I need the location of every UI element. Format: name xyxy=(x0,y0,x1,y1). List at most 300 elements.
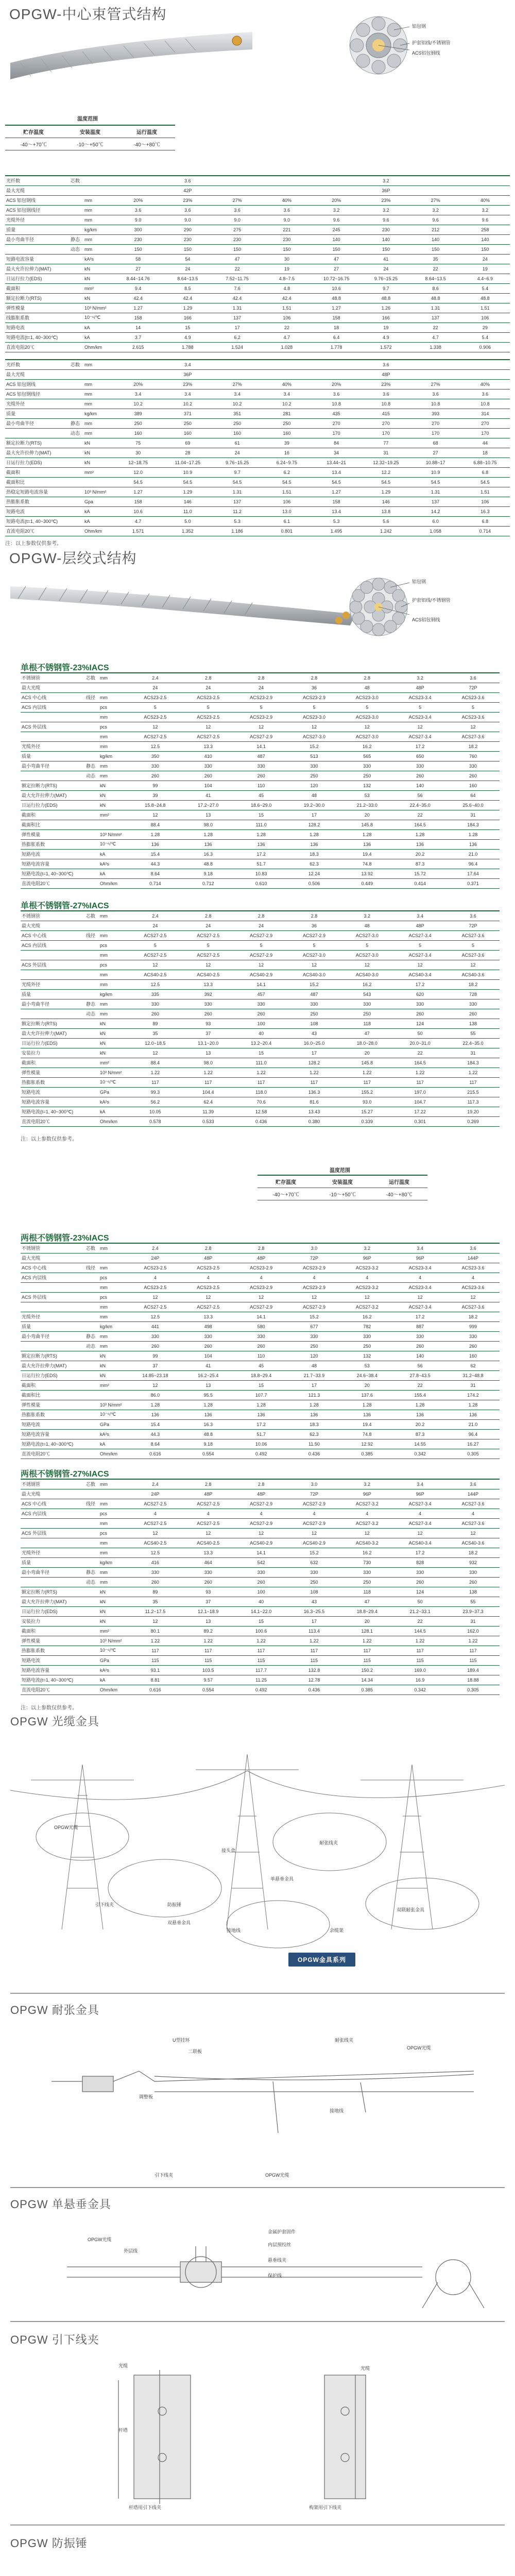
table-cell: 330 xyxy=(340,1567,393,1577)
table-cell xyxy=(99,1489,129,1499)
table-cell: 62.3 xyxy=(288,1429,341,1439)
table-cell: 12 xyxy=(182,1528,235,1538)
table-cell: 215.5 xyxy=(447,1087,500,1097)
table-row xyxy=(21,741,500,751)
table-cell: ACS27-3.6 xyxy=(447,950,500,960)
table-cell: 10.06 xyxy=(235,1439,288,1449)
table-cell: 15.72 xyxy=(393,869,447,878)
table-row xyxy=(21,960,500,970)
table-cell xyxy=(262,176,312,185)
table-cell: 14.1~22.0 xyxy=(235,1606,288,1616)
table-row xyxy=(21,712,500,722)
table-cell: mm xyxy=(99,970,129,979)
table-cell: 截面积比 xyxy=(21,820,82,829)
table-row xyxy=(5,399,510,409)
table-row xyxy=(21,1263,500,1273)
table-cell: 1.242 xyxy=(361,526,410,536)
table-cell xyxy=(82,869,99,878)
table-cell xyxy=(460,369,510,379)
table-cell: 96P xyxy=(340,1253,393,1263)
table-cell: ACS27-2.5 xyxy=(182,1302,235,1312)
table-cell: 2.8 xyxy=(182,673,235,683)
table-cell: ACS40-2.9 xyxy=(288,1538,341,1548)
table-cell: 416 xyxy=(129,1557,182,1567)
table-cell: 动态 xyxy=(67,244,83,254)
table-cell: 3.6 xyxy=(447,673,500,683)
table-cell: 40% xyxy=(262,379,312,389)
table-cell xyxy=(82,839,99,849)
table-cell: 435 xyxy=(312,409,361,418)
table-cell: 48.8 xyxy=(312,293,361,303)
table-cell: 0.714 xyxy=(129,878,182,888)
table-cell: 160 xyxy=(113,428,163,438)
table-cell: mm xyxy=(99,712,129,722)
table-cell: 最小弯曲半径 xyxy=(21,761,82,771)
table-cell: 12.24 xyxy=(288,869,341,878)
table-cell: 10.8 xyxy=(460,399,510,409)
table-cell: 18.2 xyxy=(447,979,500,989)
table-cell: 24 xyxy=(361,264,410,274)
table-cell: 15.2 xyxy=(288,1312,341,1321)
table-cell: 3.2 xyxy=(361,176,410,185)
table-cell: ACS27-2.5 xyxy=(129,732,182,741)
table-cell xyxy=(312,185,361,195)
table-cell: ACS40-2.5 xyxy=(129,1538,182,1548)
table-cell: 55 xyxy=(447,1028,500,1038)
table-cell: pcs xyxy=(99,1292,129,1302)
table-row xyxy=(21,979,500,989)
table-cell: 1.28 xyxy=(235,829,288,839)
table-cell: mm xyxy=(99,1479,129,1489)
table-cell: 5 xyxy=(235,940,288,950)
table-cell: 12 xyxy=(129,722,182,732)
table-cell: ACS 内层线 xyxy=(21,1509,82,1518)
table-cell: 额定拉断力(RTS) xyxy=(21,781,82,790)
cs-label-2: 护套铝线/不锈钢管 xyxy=(412,40,451,45)
table-cell: kN xyxy=(99,1048,129,1058)
table-cell: 89 xyxy=(129,1019,182,1028)
table-cell: 12.32~19.25 xyxy=(361,457,410,467)
table-cell: ACS40-2.5 xyxy=(182,1538,235,1548)
table-cell xyxy=(411,369,460,379)
table-cell: 330 xyxy=(129,1331,182,1341)
table-cell: 27% xyxy=(411,379,460,389)
table-cell: 3.6 xyxy=(447,911,500,921)
table-cell xyxy=(82,1058,99,1067)
table-cell: 6.0 xyxy=(411,516,460,526)
table-cell: ACS27-2.5 xyxy=(129,1518,182,1528)
table-row xyxy=(5,332,510,342)
table-cell: 13.3 xyxy=(182,1312,235,1321)
table-cell: 728 xyxy=(447,989,500,999)
table-cell: 110 xyxy=(235,781,288,790)
table-cell: 270 xyxy=(460,418,510,428)
table-cell: 45 xyxy=(235,1361,288,1370)
table-cell: 39 xyxy=(262,438,312,448)
table-cell: 96.4 xyxy=(447,1429,500,1439)
table-cell: 弹性模量 xyxy=(21,1636,82,1646)
table-cell: ACS27-2.5 xyxy=(182,1518,235,1528)
table-cell: ACS23-2.5 xyxy=(129,692,182,702)
table-cell: 48 xyxy=(288,790,341,800)
table-cell xyxy=(67,526,83,536)
table-cell xyxy=(99,921,129,930)
table-cell xyxy=(82,1087,99,1097)
table-cell: 260 xyxy=(393,1009,447,1019)
table-cell: 1.51 xyxy=(460,487,510,497)
table-cell: 3.4 xyxy=(393,1479,447,1489)
table-cell: 质量 xyxy=(21,1321,82,1331)
table-cell: 330 xyxy=(447,761,500,771)
table-cell: 12 xyxy=(129,960,182,970)
table-cell: 48P xyxy=(393,683,447,692)
table-cell: 99 xyxy=(129,781,182,790)
table-row xyxy=(5,457,510,467)
table-row xyxy=(21,1449,500,1459)
table-row xyxy=(21,1107,500,1116)
table-cell: 128.1 xyxy=(340,1626,393,1636)
table-cell: 1.29 xyxy=(163,303,212,313)
table-cell: 日运行拉力(EDS) xyxy=(21,1038,82,1048)
table-cell: 4.8 xyxy=(262,283,312,293)
table-cell: 230 xyxy=(213,234,262,244)
spec-table-1 xyxy=(5,175,510,352)
table-cell: 31 xyxy=(447,810,500,820)
table-cell: ACS27-3.4 xyxy=(393,930,447,940)
table-cell: 760 xyxy=(447,751,500,761)
table-cell xyxy=(67,332,83,342)
table-cell: 62.4 xyxy=(182,1097,235,1107)
table-cell: 36 xyxy=(288,921,341,930)
table-cell: ACS23-2.9 xyxy=(288,1263,341,1273)
table-cell: 芯数 xyxy=(82,673,99,683)
table-cell: mm xyxy=(99,1243,129,1253)
table-cell: 137.6 xyxy=(340,1390,393,1400)
table-cell: 20.2 xyxy=(393,849,447,859)
fit4-label-cable-1: 光缆 xyxy=(118,2363,128,2368)
table-cell xyxy=(312,176,361,185)
table-cell: mm² xyxy=(99,1058,129,1067)
table-cell: 热膨胀系数 xyxy=(21,1077,82,1087)
table-cell: 10⁻⁶/℃ xyxy=(99,1077,129,1087)
table-cell: kA²s xyxy=(99,1665,129,1675)
table-cell xyxy=(67,516,83,526)
table-row xyxy=(21,1087,500,1097)
table-cell: 330 xyxy=(447,1567,500,1577)
table-cell: 124 xyxy=(393,1019,447,1028)
table-row xyxy=(21,849,500,859)
table-cell: 136 xyxy=(129,839,182,849)
table-cell: 99 xyxy=(129,1351,182,1361)
table-cell: 1.22 xyxy=(129,1636,182,1646)
downlead-clamp-diagram xyxy=(88,2354,458,2504)
table-row xyxy=(21,1302,500,1312)
fittings-series-banner: OPGW金具系列 xyxy=(288,1953,355,1967)
table-row xyxy=(5,438,510,448)
table-cell: 5 xyxy=(288,940,341,950)
table-cell: 54.5 xyxy=(213,477,262,487)
table-cell: 10.2 xyxy=(213,399,262,409)
table-cell: 23% xyxy=(361,379,410,389)
table-cell: 5 xyxy=(447,702,500,712)
table-cell: 44.3 xyxy=(129,1429,182,1439)
table-row xyxy=(21,1429,500,1439)
table-cell: 330 xyxy=(393,761,447,771)
table-cell: 144P xyxy=(447,1253,500,1263)
table-cell: 2.8 xyxy=(235,911,288,921)
table-cell: 短路电流 xyxy=(21,849,82,859)
table-cell: 170 xyxy=(411,428,460,438)
table-cell: ACS27-2.5 xyxy=(182,1499,235,1509)
table-cell: 17.64 xyxy=(447,869,500,878)
table-cell: 23.9~37.3 xyxy=(447,1606,500,1616)
table-cell: ACS23-3.0 xyxy=(288,712,341,722)
table-cell: 250 xyxy=(340,1009,393,1019)
table-cell: 12 xyxy=(393,960,447,970)
damper-diagram xyxy=(82,2571,422,2576)
table-row xyxy=(21,1067,500,1077)
table-row xyxy=(21,1341,500,1351)
table-cell: 441 xyxy=(129,1321,182,1331)
table-cell xyxy=(67,313,83,323)
table-row xyxy=(21,970,500,979)
table-cell xyxy=(82,1410,99,1419)
table-cell: 12.1~18.9 xyxy=(182,1606,235,1616)
table-cell: 5 xyxy=(129,702,182,712)
table-cell: ACS27-3.4 xyxy=(393,1499,447,1509)
table-cell: 0.269 xyxy=(447,1116,500,1126)
table-cell xyxy=(82,1616,99,1626)
table-cell: 22 xyxy=(393,1048,447,1058)
table-cell xyxy=(67,457,83,467)
table-cell: kN xyxy=(83,448,113,457)
table-cell: 12 xyxy=(447,1292,500,1302)
table-cell xyxy=(21,970,82,979)
spec-table-4 xyxy=(21,910,500,1127)
table-title-3: 单根不锈钢管-23%IACS xyxy=(21,664,109,672)
table-cell: 260 xyxy=(129,1577,182,1587)
table-cell: 0.342 xyxy=(393,1449,447,1459)
table-cell: 日运行拉力(EDS) xyxy=(21,800,82,810)
table-cell: 24.6~38.4 xyxy=(340,1370,393,1380)
table-cell: 4 xyxy=(340,1509,393,1518)
table-cell: 39 xyxy=(129,790,182,800)
table-cell: 290 xyxy=(163,225,212,234)
table-cell: 18.2 xyxy=(447,1548,500,1557)
table-cell: 70.6 xyxy=(235,1097,288,1107)
table-cell: kN xyxy=(99,800,129,810)
table-cell: 782 xyxy=(340,1321,393,1331)
table-cell: 最小弯曲半径 xyxy=(21,1331,82,1341)
table-cell: 7.6 xyxy=(213,283,262,293)
table-cell: 72P xyxy=(447,921,500,930)
table-cell: kA xyxy=(83,332,113,342)
table-cell: 12 xyxy=(129,810,182,820)
table-cell: 96P xyxy=(393,1253,447,1263)
fit2-label-yoke: 二联板 xyxy=(188,2049,202,2054)
table-cell: 106 xyxy=(262,313,312,323)
table-cell: 330 xyxy=(235,1331,288,1341)
table-cell: 330 xyxy=(447,999,500,1009)
table-cell: 最大允许拉伸力(MAT) xyxy=(21,1361,82,1370)
table-cell: ACS27-2.9 xyxy=(235,930,288,940)
table-cell xyxy=(82,1282,99,1292)
table-cell xyxy=(21,1282,82,1292)
fit1-label-damper: 防振锤 xyxy=(167,1902,182,1907)
table-cell: 184.3 xyxy=(447,820,500,829)
table-cell: 6.8 xyxy=(460,516,510,526)
table-cell: 6.4 xyxy=(312,332,361,342)
table-cell: 16.2 xyxy=(340,979,393,989)
table-cell: 137 xyxy=(213,497,262,506)
table-cell: 22 xyxy=(213,264,262,274)
table-cell: 0.414 xyxy=(393,878,447,888)
table-cell: Ohm/km xyxy=(99,878,129,888)
fittings-overview-diagram xyxy=(10,1734,505,1976)
table-cell: 截面积 xyxy=(21,1380,82,1390)
table-cell: ACS27-3.0 xyxy=(340,732,393,741)
table-cell: 4 xyxy=(182,1273,235,1282)
table-row xyxy=(21,989,500,999)
table-cell: 12.5 xyxy=(129,1312,182,1321)
table-cell: 54.5 xyxy=(411,477,460,487)
table-cell: kA xyxy=(83,516,113,526)
table-cell: ACS27-3.0 xyxy=(288,950,341,960)
table-cell: 3.6 xyxy=(411,389,460,399)
table-cell xyxy=(82,1107,99,1116)
table-cell: 10⁻⁶/℃ xyxy=(99,1410,129,1419)
table-row xyxy=(21,1685,500,1694)
table-cell: 48 xyxy=(340,921,393,930)
table-row xyxy=(21,1097,500,1107)
table-cell: ACS23-2.5 xyxy=(182,1282,235,1292)
table-cell: kg/km xyxy=(99,989,129,999)
table-cell: 4 xyxy=(393,1273,447,1282)
table-cell xyxy=(82,921,99,930)
table-cell xyxy=(67,409,83,418)
table-row xyxy=(21,869,500,878)
table-cell: 3.2 xyxy=(460,205,510,215)
table-cell: 230 xyxy=(262,234,312,244)
table-row xyxy=(21,999,500,1009)
table-cell: 日运行拉力(EDS) xyxy=(5,274,67,283)
table-cell: 19 xyxy=(460,264,510,274)
table-cell: 16 xyxy=(262,448,312,457)
table-cell: kN xyxy=(83,274,113,283)
table-cell: 10.05 xyxy=(129,1107,182,1116)
table-cell: 80.1 xyxy=(129,1626,182,1636)
table-cell xyxy=(82,1655,99,1665)
table-row xyxy=(21,1361,500,1370)
table-cell: 12 xyxy=(182,1292,235,1302)
table-cell xyxy=(82,1419,99,1429)
table-cell: 6.88~10.75 xyxy=(460,457,510,467)
section-title-central-tube: OPGW-中心束管式结构 xyxy=(9,6,167,22)
table-cell: 4 xyxy=(447,1273,500,1282)
table-cell: ACS27-2.9 xyxy=(235,950,288,960)
table-cell: 164.5 xyxy=(393,820,447,829)
table-cell: 2.8 xyxy=(340,673,393,683)
table-cell: 静态 xyxy=(82,999,99,1009)
table-cell: 2.8 xyxy=(182,1479,235,1489)
table-cell: 3.6 xyxy=(361,360,410,369)
table-cell: 9.6 xyxy=(361,215,410,225)
table-cell: mm xyxy=(83,428,113,438)
table-cell: 10³ N/mm² xyxy=(99,1400,129,1410)
table-cell: 61 xyxy=(213,438,262,448)
table-cell: 3.0 xyxy=(288,1243,341,1253)
table-cell: mm² xyxy=(83,467,113,477)
table-cell: 0.554 xyxy=(182,1685,235,1694)
table-cell: 短路电流 xyxy=(5,506,67,516)
table-cell: 4.8~7.5 xyxy=(262,274,312,283)
table-cell: 351 xyxy=(213,409,262,418)
table-cell: 166 xyxy=(163,313,212,323)
table-cell: 10³ N/mm² xyxy=(83,303,113,313)
table-cell: 5 xyxy=(182,940,235,950)
table-cell: 10.6 xyxy=(113,506,163,516)
table-cell: 10³ N/mm² xyxy=(83,487,113,497)
table-cell: 250 xyxy=(288,771,341,781)
table-cell: 3.2 xyxy=(340,911,393,921)
table-cell: 13.0 xyxy=(262,506,312,516)
table-cell: 质量 xyxy=(5,225,67,234)
table-cell: 短路电流(t=1, 40~300℃) xyxy=(5,332,67,342)
table-cell xyxy=(113,176,163,185)
table-cell xyxy=(82,1361,99,1370)
table-row xyxy=(5,506,510,516)
table-cell: 1.338 xyxy=(411,342,460,352)
table-cell: 3.6 xyxy=(361,389,410,399)
table-cell: 16.2 xyxy=(340,1548,393,1557)
table-row xyxy=(5,418,510,428)
table-row xyxy=(21,751,500,761)
table-cell: 1.22 xyxy=(393,1636,447,1646)
table-row xyxy=(21,1048,500,1058)
table-cell: mm xyxy=(99,1538,129,1548)
table-cell: 128.2 xyxy=(288,1058,341,1067)
table-cell: 260 xyxy=(182,1341,235,1351)
table-cell: ACS 中心线 xyxy=(21,930,82,940)
table-cell: mm xyxy=(83,399,113,409)
table-cell: 117 xyxy=(288,1646,341,1655)
table-cell xyxy=(82,829,99,839)
table-cell: 164.5 xyxy=(393,1058,447,1067)
table-cell xyxy=(82,1587,99,1597)
table-cell: 24P xyxy=(129,1253,182,1263)
table-cell: 250 xyxy=(163,418,212,428)
table-row xyxy=(21,839,500,849)
table-cell: mm xyxy=(99,1567,129,1577)
table-cell: 最大光缆 xyxy=(5,185,67,195)
table-cell: 137 xyxy=(411,313,460,323)
table-cell: 21.0 xyxy=(447,1419,500,1429)
table-cell: Ohm/km xyxy=(99,1449,129,1459)
table-cell: ACS40-2.5 xyxy=(129,970,182,979)
table-cell: 98.0 xyxy=(182,820,235,829)
table-cell: 额定拉断力(RTS) xyxy=(5,438,67,448)
table-cell xyxy=(82,1528,99,1538)
table-cell: 0.616 xyxy=(129,1449,182,1459)
table-cell: 质量 xyxy=(21,751,82,761)
table-cell: 136 xyxy=(393,1410,447,1419)
table-cell: ACS23-2.5 xyxy=(182,712,235,722)
table-cell: 392 xyxy=(182,989,235,999)
table-cell: 677 xyxy=(288,1321,341,1331)
table-cell: 0.712 xyxy=(182,878,235,888)
table-cell: ACS27-3.4 xyxy=(393,1518,447,1528)
table-cell: 12 xyxy=(447,960,500,970)
